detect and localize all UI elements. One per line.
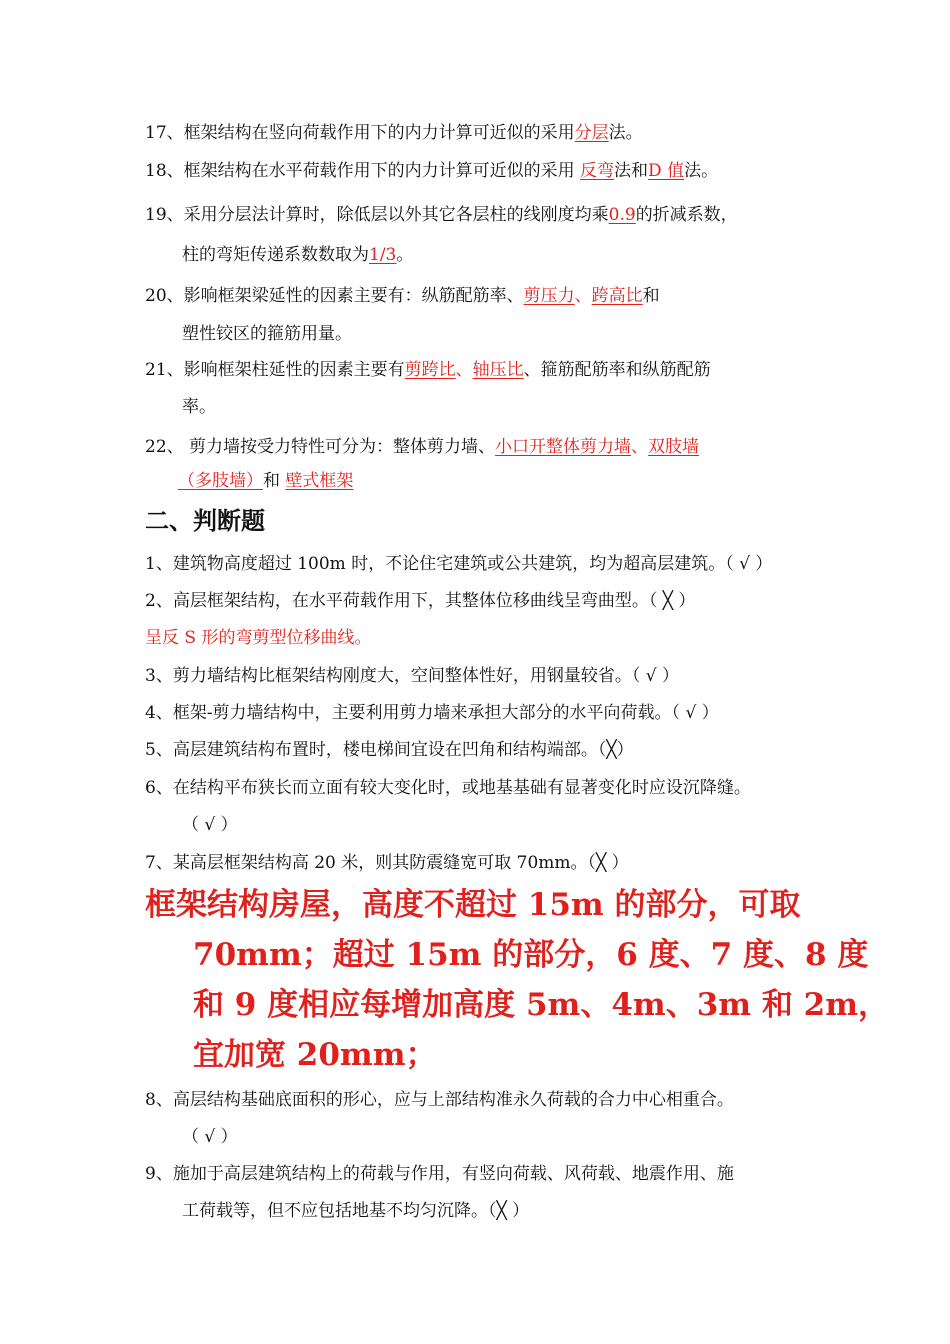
q19-text-2: 柱的弯矩传递系数数取为: [182, 245, 369, 265]
q19-end-2: 。: [396, 245, 414, 265]
q21-text: 21、影响框架柱延性的因素主要有: [145, 360, 405, 380]
tf-q7-note-line-2: 70mm；超过 15m 的部分，6 度、7 度、8 度: [193, 937, 869, 973]
q20-text: 20、影响框架梁延性的因素主要有：纵筋配筋率、: [145, 286, 524, 306]
q20-sep: 、: [574, 286, 592, 306]
q20-end: 和: [642, 286, 660, 306]
q21-sep: 、: [455, 360, 473, 380]
q19-line-2: [182, 244, 840, 266]
tf-q3: 3、剪力墙结构比框架结构刚度大，空间整体性好，用钢量较省。（ √ ）: [145, 666, 679, 686]
tf-q2: 2、高层框架结构，在水平荷载作用下，其整体位移曲线呈弯曲型。（ ╳ ）: [145, 591, 696, 611]
q22-answer-3: （多肢墙）: [178, 471, 263, 491]
tf-q8-answer: （ √ ）: [182, 1127, 238, 1147]
q22-sep: 、: [631, 437, 649, 457]
q21-answer-1: 剪跨比: [404, 360, 456, 380]
q18-answer-1: 反弯: [580, 161, 615, 181]
tf-q7-note-line-4: 宜加宽 20mm；: [193, 1037, 437, 1073]
q18-answer-2: D 值: [648, 161, 685, 181]
tf-q9: 9、施加于高层建筑结构上的荷载与作用，有竖向荷载、风荷载、地震作用、施: [145, 1164, 734, 1184]
q19-text: 19、采用分层法计算时，除低层以外其它各层柱的线刚度均乘: [145, 205, 609, 225]
q20-answer-1: 剪压力: [523, 286, 575, 306]
q17-text: 17、框架结构在竖向荷载作用下的内力计算可近似的采用: [145, 123, 575, 143]
tf-q2-note: 呈反 S 形的弯剪型位移曲线。: [145, 628, 372, 648]
q22-line-2: [178, 470, 840, 492]
q18-text: 18、框架结构在水平荷载作用下的内力计算可近似的采用: [145, 161, 581, 181]
q19-answer-2: 1/3: [369, 245, 397, 265]
q19-line: [145, 204, 840, 226]
q20-answer-2: 跨高比: [591, 286, 643, 306]
section-title: 二、判断题: [145, 506, 265, 535]
q21-answer-2: 轴压比: [472, 360, 524, 380]
q17-end: 法。: [608, 123, 643, 143]
tf-q1: 1、建筑物高度超过 100m 时，不论住宅建筑或公共建筑，均为超高层建筑。（ √ ）: [145, 554, 773, 574]
q18-line: [145, 160, 840, 182]
q19-end: 的折减系数，: [635, 205, 738, 225]
q19-answer-1: 0.9: [608, 205, 636, 225]
tf-q8: 8、高层结构基础底面积的形心，应与上部结构准永久荷载的合力中心相重合。: [145, 1090, 734, 1110]
tf-q6-answer: （ √ ）: [182, 815, 238, 835]
q21-text-2: 率。: [182, 397, 216, 417]
tf-q7: 7、某高层框架结构高 20 米，则其防震缝宽可取 70mm。（╳ ）: [145, 853, 629, 873]
q17-line: [145, 122, 840, 144]
q22-line: [145, 436, 840, 458]
tf-q7-note-line-1: 框架结构房屋，高度不超过 15m 的部分，可取: [145, 887, 801, 923]
q22-answer-4: 壁式框架: [285, 471, 354, 491]
q22-text: 22、 剪力墙按受力特性可分为：整体剪力墙、: [145, 437, 496, 457]
tf-q5: 5、高层建筑结构布置时，楼电梯间宜设在凹角和结构端部。（╳）: [145, 740, 634, 760]
q21-line-2: [182, 396, 840, 418]
q22-answer-1: 小口开整体剪力墙: [495, 437, 632, 457]
q21-end: 、箍筋配筋率和纵筋配筋: [523, 360, 711, 380]
q20-line-2: [182, 323, 840, 345]
tf-q6: 6、在结构平布狭长而立面有较大变化时，或地基基础有显著变化时应设沉降缝。: [145, 778, 751, 798]
q22-mid: 和: [263, 471, 280, 491]
q20-line: [145, 285, 840, 307]
q18-mid: 法和: [614, 161, 649, 181]
q22-answer-2: 双肢墙: [648, 437, 700, 457]
tf-q4: 4、框架-剪力墙结构中，主要利用剪力墙来承担大部分的水平向荷载。（ √ ）: [145, 703, 719, 723]
tf-q9-line-2: 工荷载等，但不应包括地基不均匀沉降。（╳ ）: [182, 1201, 530, 1221]
tf-q7-note-line-3: 和 9 度相应每增加高度 5m、4m、3m 和 2m，: [193, 987, 890, 1023]
q17-answer: 分层: [574, 123, 609, 143]
q18-end: 法。: [684, 161, 719, 181]
q21-line: [145, 359, 840, 381]
q20-text-2: 塑性铰区的箍筋用量。: [182, 324, 352, 344]
